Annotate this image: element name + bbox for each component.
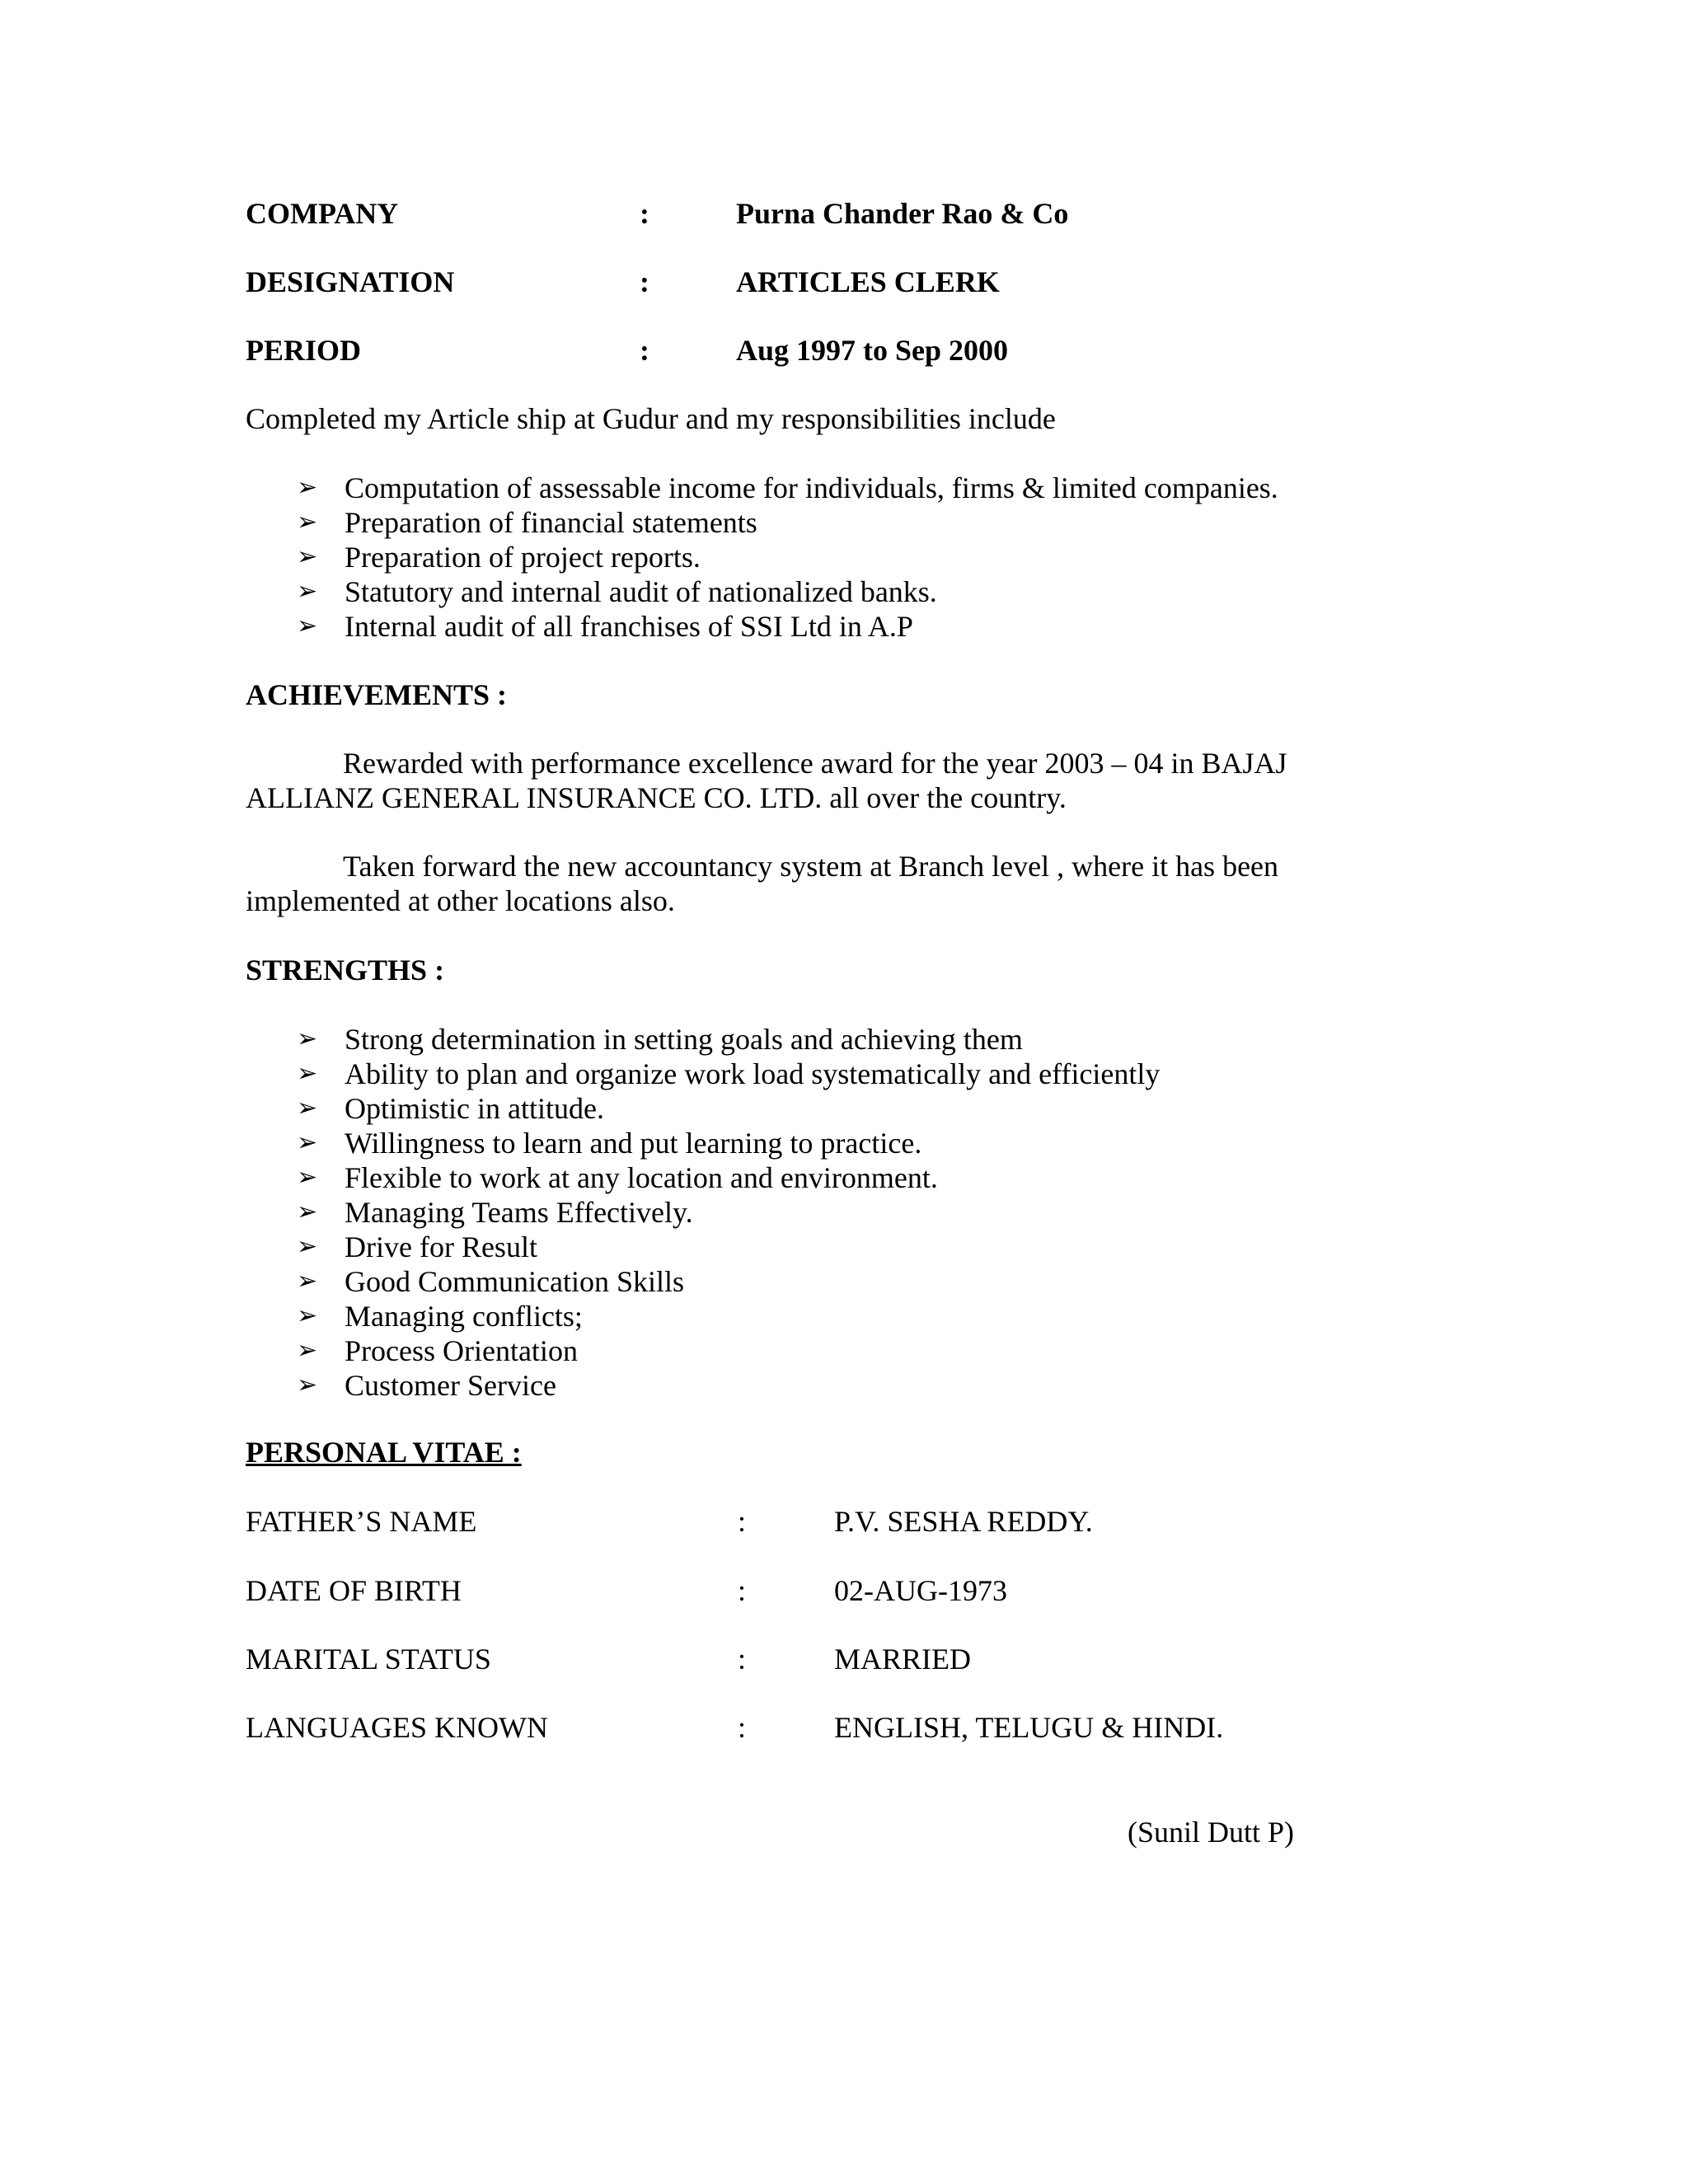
list-item: ➢ Willingness to learn and put learning to practice. xyxy=(297,1127,922,1160)
list-item: ➢ Internal audit of all franchises of SSI Ltd in A.P xyxy=(297,610,913,643)
list-item: ➢ Managing Teams Effectively. xyxy=(297,1196,693,1229)
list-item: ➢ Statutory and internal audit of nationalized banks. xyxy=(297,575,937,608)
date-of-birth-label: DATE OF BIRTH xyxy=(246,1574,462,1607)
arrow-bullet-icon: ➢ xyxy=(297,1094,318,1122)
signature-name: (Sunil Dutt P) xyxy=(1128,1816,1295,1849)
arrow-bullet-icon: ➢ xyxy=(297,542,318,571)
designation-separator: : xyxy=(640,265,649,298)
list-item: ➢ Computation of assessable income for individuals, firms & limited companies. xyxy=(297,471,1278,504)
languages-known-value: ENGLISH, TELUGU & HINDI. xyxy=(834,1711,1224,1744)
arrow-bullet-icon: ➢ xyxy=(297,1267,318,1296)
achievement-2-line-1: Taken forward the new accountancy system at Branch level , where it has been xyxy=(343,850,1279,883)
arrow-bullet-icon: ➢ xyxy=(297,1301,318,1330)
arrow-bullet-icon: ➢ xyxy=(297,1232,318,1261)
company-label: COMPANY xyxy=(246,197,399,230)
arrow-bullet-icon: ➢ xyxy=(297,508,318,537)
arrow-bullet-icon: ➢ xyxy=(297,1336,318,1365)
father-name-separator: : xyxy=(738,1505,747,1538)
list-item: ➢ Preparation of project reports. xyxy=(297,541,701,574)
employment-summary: Completed my Article ship at Gudur and my responsibilities include xyxy=(246,402,1056,435)
list-item: ➢ Ability to plan and organize work load systematically and efficiently xyxy=(297,1057,1160,1090)
list-item: ➢ Optimistic in attitude. xyxy=(297,1092,604,1125)
arrow-bullet-icon: ➢ xyxy=(297,1163,318,1192)
achievements-heading: ACHIEVEMENTS : xyxy=(246,678,508,711)
list-item: ➢ Flexible to work at any location and environment. xyxy=(297,1161,938,1194)
father-name-value: P.V. SESHA REDDY. xyxy=(834,1505,1093,1538)
period-label: PERIOD xyxy=(246,334,362,367)
list-item: ➢ Managing conflicts; xyxy=(297,1300,583,1333)
languages-known-separator: : xyxy=(738,1711,747,1744)
arrow-bullet-icon: ➢ xyxy=(297,473,318,502)
arrow-bullet-icon: ➢ xyxy=(297,577,318,606)
list-item: ➢ Drive for Result xyxy=(297,1230,537,1263)
list-item: ➢ Good Communication Skills xyxy=(297,1265,685,1298)
strengths-heading: STRENGTHS : xyxy=(246,954,445,987)
arrow-bullet-icon: ➢ xyxy=(297,1024,318,1053)
arrow-bullet-icon: ➢ xyxy=(297,612,318,640)
strengths-list xyxy=(297,1022,1160,1403)
achievement-2-line-2: implemented at other locations also. xyxy=(246,884,675,917)
period-value: Aug 1997 to Sep 2000 xyxy=(736,334,1009,367)
father-name-label: FATHER’S NAME xyxy=(246,1505,477,1538)
marital-status-separator: : xyxy=(738,1643,747,1675)
date-of-birth-value: 02-AUG-1973 xyxy=(834,1574,1007,1607)
arrow-bullet-icon: ➢ xyxy=(297,1128,318,1157)
personal-vitae-heading: PERSONAL VITAE : xyxy=(246,1436,522,1469)
period-separator: : xyxy=(640,334,649,367)
achievement-1-line-1: Rewarded with performance excellence award for the year 2003 – 04 in BAJAJ xyxy=(343,747,1287,780)
achievement-1-line-2: ALLIANZ GENERAL INSURANCE CO. LTD. all over the country. xyxy=(246,781,1067,814)
responsibilities-list xyxy=(297,471,1278,644)
company-separator: : xyxy=(640,197,649,230)
designation-label: DESIGNATION xyxy=(246,265,455,298)
date-of-birth-separator: : xyxy=(738,1574,747,1607)
arrow-bullet-icon: ➢ xyxy=(297,1197,318,1226)
list-item: ➢ Strong determination in setting goals and achieving them xyxy=(297,1023,1023,1056)
arrow-bullet-icon: ➢ xyxy=(297,1371,318,1399)
marital-status-label: MARITAL STATUS xyxy=(246,1643,491,1675)
marital-status-value: MARRIED xyxy=(834,1643,972,1675)
list-item: ➢ Customer Service xyxy=(297,1369,556,1402)
designation-value: ARTICLES CLERK xyxy=(736,265,1000,298)
list-item: ➢ Preparation of financial statements xyxy=(297,506,757,539)
company-value: Purna Chander Rao & Co xyxy=(736,197,1069,230)
languages-known-label: LANGUAGES KNOWN xyxy=(246,1711,548,1744)
list-item: ➢ Process Orientation xyxy=(297,1334,578,1367)
arrow-bullet-icon: ➢ xyxy=(297,1059,318,1088)
